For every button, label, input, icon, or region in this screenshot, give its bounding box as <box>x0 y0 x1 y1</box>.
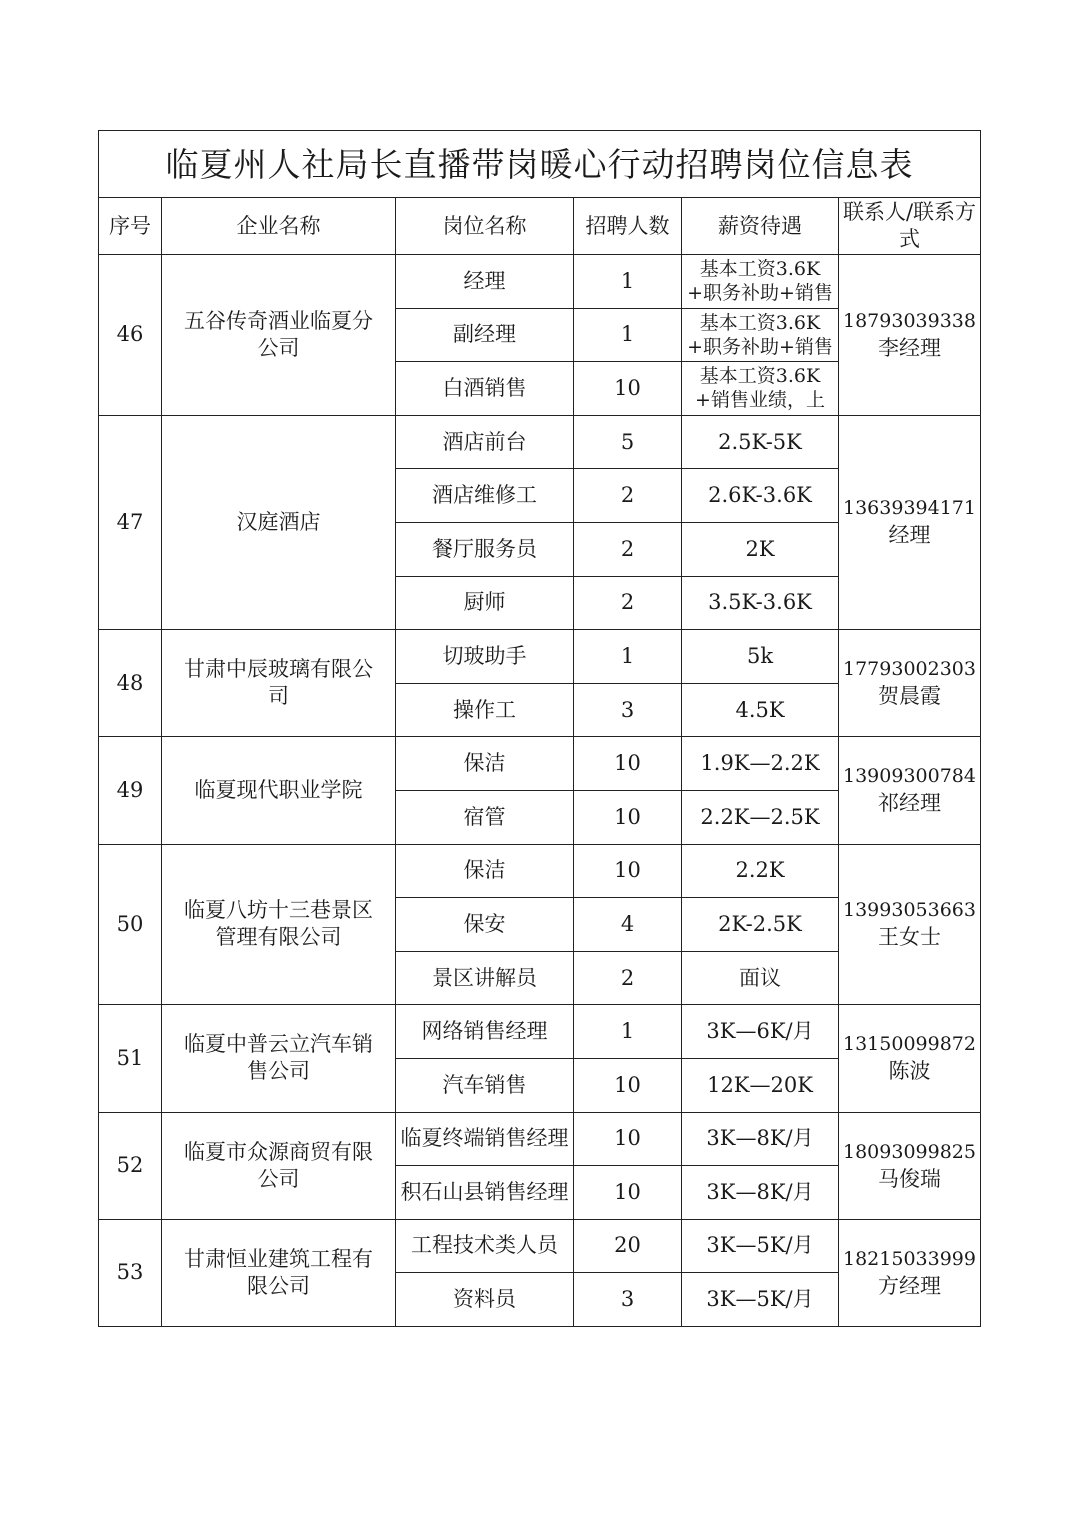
position-name: 保安 <box>396 898 574 952</box>
contact-person: 马俊瑞 <box>878 1166 941 1191</box>
salary: 3K—5K/月 <box>682 1219 839 1273</box>
hire-count: 3 <box>574 683 682 737</box>
hire-count: 10 <box>574 362 682 416</box>
table-row <box>99 737 981 791</box>
contact-person: 王女士 <box>878 925 941 950</box>
hire-count: 3 <box>574 1273 682 1327</box>
contact <box>839 415 981 629</box>
hire-count: 1 <box>574 308 682 362</box>
salary: 基本工资3.6K+职务补助+销售 <box>682 308 839 362</box>
salary: 3K—8K/月 <box>682 1112 839 1166</box>
company-name: 甘肃中辰玻璃有限公司 <box>162 630 396 737</box>
contact <box>839 737 981 844</box>
contact <box>839 844 981 1005</box>
contact-person: 经理 <box>888 523 931 548</box>
salary: 5k <box>682 630 839 684</box>
table-row <box>99 630 981 684</box>
hire-count: 10 <box>574 790 682 844</box>
position-name: 临夏终端销售经理 <box>396 1112 574 1166</box>
contact <box>839 1112 981 1219</box>
salary: 2.2K <box>682 844 839 898</box>
contact <box>839 255 981 416</box>
company-number: 49 <box>99 737 162 844</box>
salary: 2K-2.5K <box>682 898 839 952</box>
table-row <box>99 415 981 469</box>
header-count: 招聘人数 <box>574 198 682 255</box>
position-name: 切玻助手 <box>396 630 574 684</box>
hire-count: 4 <box>574 898 682 952</box>
company-name: 临夏市众源商贸有限公司 <box>162 1112 396 1219</box>
hire-count: 2 <box>574 469 682 523</box>
position-name: 宿管 <box>396 790 574 844</box>
position-name: 副经理 <box>396 308 574 362</box>
contact <box>839 630 981 737</box>
table-title: 临夏州人社局长直播带岗暖心行动招聘岗位信息表 <box>99 131 981 198</box>
salary: 基本工资3.6K+销售业绩，上 <box>682 362 839 416</box>
hire-count: 2 <box>574 522 682 576</box>
position-name: 保洁 <box>396 844 574 898</box>
hire-count: 10 <box>574 1112 682 1166</box>
header-no: 序号 <box>99 198 162 255</box>
salary: 3K—8K/月 <box>682 1166 839 1220</box>
salary: 1.9K—2.2K <box>682 737 839 791</box>
hire-count: 2 <box>574 576 682 630</box>
salary: 2.5K-5K <box>682 415 839 469</box>
hire-count: 10 <box>574 844 682 898</box>
position-name: 网络销售经理 <box>396 1005 574 1059</box>
header-salary: 薪资待遇 <box>682 198 839 255</box>
position-name: 资料员 <box>396 1273 574 1327</box>
company-number: 50 <box>99 844 162 1005</box>
table-row <box>99 255 981 309</box>
hire-count: 10 <box>574 1166 682 1220</box>
company-name: 临夏八坊十三巷景区管理有限公司 <box>162 844 396 1005</box>
position-name: 保洁 <box>396 737 574 791</box>
header-position: 岗位名称 <box>396 198 574 255</box>
hire-count: 1 <box>574 630 682 684</box>
company-name: 汉庭酒店 <box>162 415 396 629</box>
contact-phone: 18215033999 <box>843 1247 976 1270</box>
company-name: 临夏中普云立汽车销售公司 <box>162 1005 396 1112</box>
contact-person: 李经理 <box>878 335 941 360</box>
position-name: 酒店维修工 <box>396 469 574 523</box>
recruitment-table <box>98 130 981 1327</box>
contact-phone: 13639394171 <box>843 497 976 520</box>
salary: 基本工资3.6K+职务补助+销售 <box>682 255 839 309</box>
header-row <box>99 198 981 255</box>
header-company: 企业名称 <box>162 198 396 255</box>
company-number: 51 <box>99 1005 162 1112</box>
salary: 面议 <box>682 951 839 1005</box>
hire-count: 5 <box>574 415 682 469</box>
hire-count: 2 <box>574 951 682 1005</box>
contact-phone: 13909300784 <box>843 765 976 788</box>
hire-count: 10 <box>574 1058 682 1112</box>
salary: 3K—5K/月 <box>682 1273 839 1327</box>
salary: 2.6K-3.6K <box>682 469 839 523</box>
contact-phone: 18093099825 <box>843 1140 976 1163</box>
hire-count: 20 <box>574 1219 682 1273</box>
position-name: 积石山县销售经理 <box>396 1166 574 1220</box>
salary: 2K <box>682 522 839 576</box>
hire-count: 1 <box>574 1005 682 1059</box>
salary: 3K—6K/月 <box>682 1005 839 1059</box>
contact <box>839 1005 981 1112</box>
position-name: 酒店前台 <box>396 415 574 469</box>
hire-count: 1 <box>574 255 682 309</box>
salary: 3.5K-3.6K <box>682 576 839 630</box>
company-name: 临夏现代职业学院 <box>162 737 396 844</box>
position-name: 白酒销售 <box>396 362 574 416</box>
contact <box>839 1219 981 1326</box>
contact-phone: 17793002303 <box>843 658 976 681</box>
company-number: 53 <box>99 1219 162 1326</box>
salary: 4.5K <box>682 683 839 737</box>
company-number: 47 <box>99 415 162 629</box>
company-name: 甘肃恒业建筑工程有限公司 <box>162 1219 396 1326</box>
contact-person: 贺晨霞 <box>878 684 941 709</box>
position-name: 厨师 <box>396 576 574 630</box>
contact-phone: 13150099872 <box>843 1033 976 1056</box>
position-name: 景区讲解员 <box>396 951 574 1005</box>
table-row <box>99 844 981 898</box>
hire-count: 10 <box>574 737 682 791</box>
table-row <box>99 1005 981 1059</box>
contact-person: 祁经理 <box>878 791 941 816</box>
company-number: 46 <box>99 255 162 416</box>
company-number: 52 <box>99 1112 162 1219</box>
position-name: 工程技术类人员 <box>396 1219 574 1273</box>
position-name: 操作工 <box>396 683 574 737</box>
contact-person: 陈波 <box>888 1059 931 1084</box>
position-name: 汽车销售 <box>396 1058 574 1112</box>
contact-phone: 18793039338 <box>843 309 976 332</box>
salary: 2.2K—2.5K <box>682 790 839 844</box>
contact-phone: 13993053663 <box>843 899 976 922</box>
table-body <box>99 255 981 1327</box>
salary: 12K—20K <box>682 1058 839 1112</box>
position-name: 餐厅服务员 <box>396 522 574 576</box>
table-row <box>99 1112 981 1166</box>
table-row <box>99 1219 981 1273</box>
contact-person: 方经理 <box>878 1273 941 1298</box>
company-name: 五谷传奇酒业临夏分公司 <box>162 255 396 416</box>
position-name: 经理 <box>396 255 574 309</box>
header-contact: 联系人/联系方式 <box>839 198 981 255</box>
company-number: 48 <box>99 630 162 737</box>
